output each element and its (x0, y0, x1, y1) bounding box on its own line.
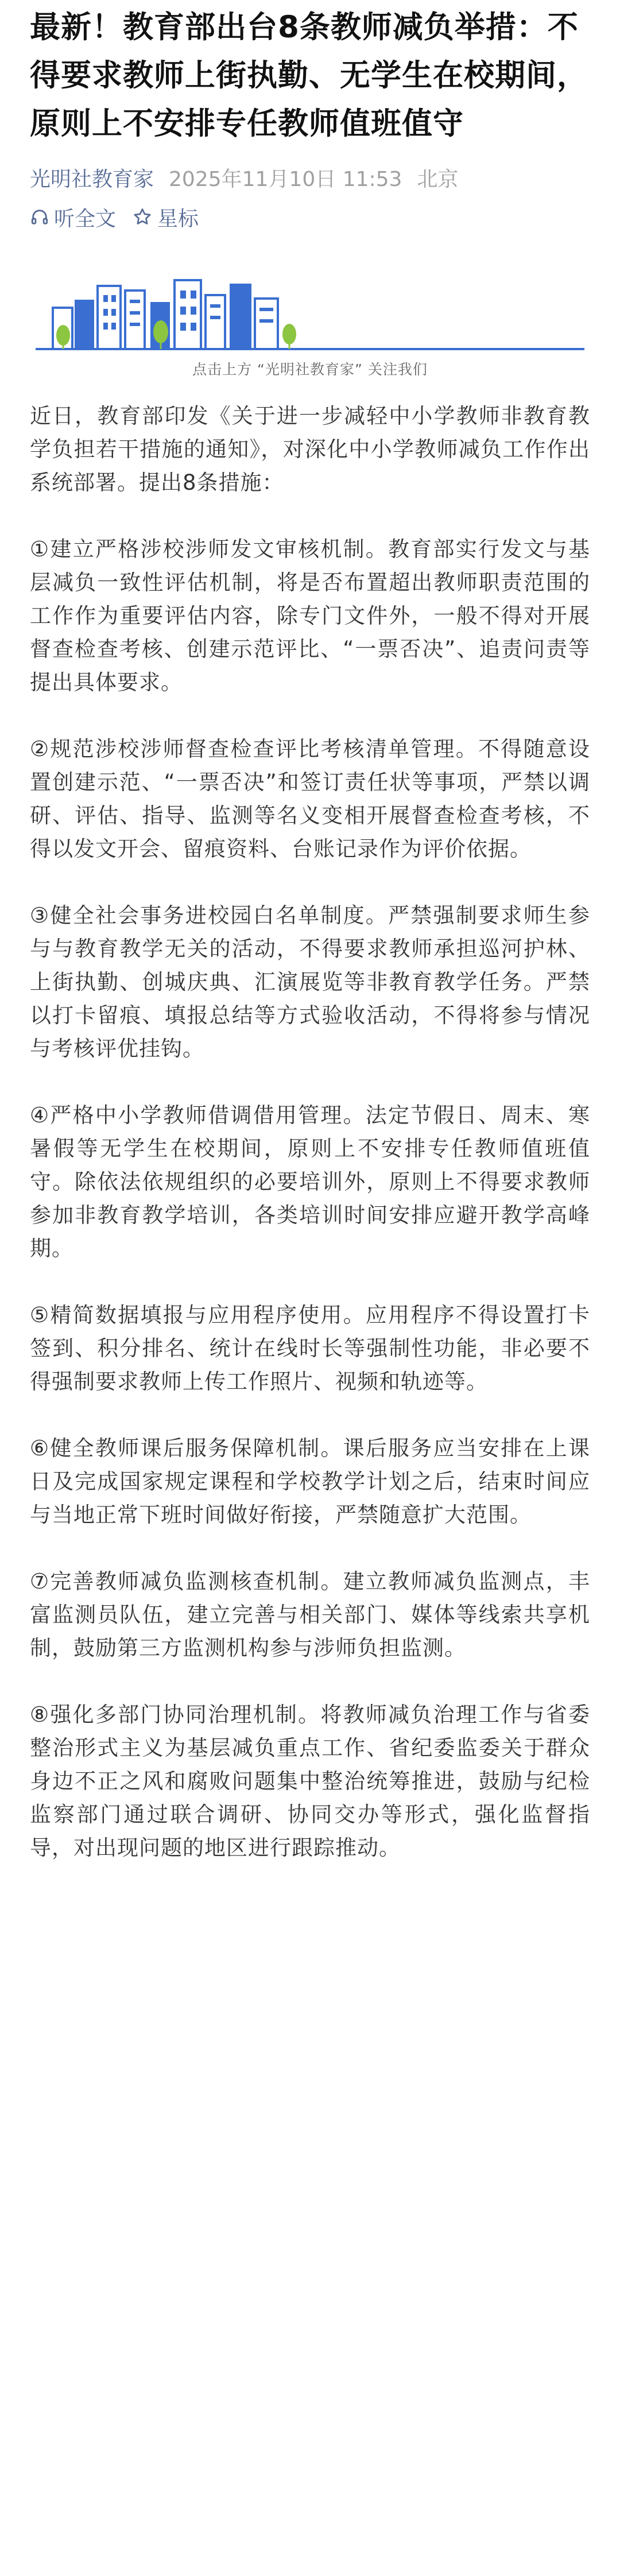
banner-caption: 点击上方 “光明社教育家” 关注我们 (192, 361, 428, 378)
intro-paragraph: 近日，教育部印发《关于进一步减轻中小学教师非教育教学负担若干措施的通知》，对深化中小学教师减负工作作出系统部署。提出8条措施： (30, 404, 590, 495)
follow-banner[interactable] (30, 263, 590, 378)
city-skyline-illustration (30, 263, 590, 355)
measure-paragraph-5: ⑤精简数据填报与应用程序使用。应用程序不得设置打卡签到、积分排名、统计在线时长等强制性功能，非必要不得强制要求教师上传工作照片、视频和轨迹等。 (30, 1303, 590, 1394)
measure-paragraph-2: ②规范涉校涉师督查检查评比考核清单管理。不得随意设置创建示范、“一票否决”和签订责任状等事项，严禁以调研、评估、指导、监测等名义变相开展督查检查考核，不得以发文开会、留痕资料、台账记录作为评价依据。 (30, 737, 590, 861)
publish-date: 2025年11月10日 11:53 (169, 167, 402, 191)
headphones-icon (30, 207, 49, 227)
article-title: 最新！教育部出台8条教师减负举措：不得要求教师上街执勤、无学生在校期间，原则上不安排专任教师值班值守 (30, 10, 588, 141)
measure-paragraph-7: ⑦完善教师减负监测核查机制。建立教师减负监测点，丰富监测员队伍，建立完善与相关部门、媒体等线索共享机制，鼓励第三方监测机构参与涉师负担监测。 (30, 1569, 590, 1660)
measure-paragraph-8: ⑧强化多部门协同治理机制。将教师减负治理工作与省委整治形式主义为基层减负重点工作、省纪委监委关于群众身边不正之风和腐败问题集中整治统筹推进，鼓励与纪检监察部门通过联合调研、协同交办等形式，强化监督指导，对出现问题的地区进行跟踪推动。 (30, 1702, 590, 1860)
star-button[interactable] (132, 203, 199, 232)
measure-paragraph-1: ①建立严格涉校涉师发文审核机制。教育部实行发文与基层减负一致性评估机制，将是否布置超出教师职责范围的工作作为重要评估内容，除专门文件外，一般不得对开展督查检查考核、创建示范评比、“一票否决”、追责问责等提出具体要求。 (30, 537, 590, 695)
article-actions (30, 201, 590, 233)
publish-location: 北京 (417, 167, 459, 191)
article-body (30, 400, 590, 1865)
star-outline-icon (132, 207, 153, 227)
listen-label: 听全文 (54, 207, 117, 231)
measure-paragraph-6: ⑥健全教师课后服务保障机制。课后服务应当安排在上课日及完成国家规定课程和学校教学计划之后，结束时间应与当地正常下班时间做好衔接，严禁随意扩大范围。 (30, 1436, 590, 1527)
star-label: 星标 (157, 207, 199, 231)
account-name-link[interactable]: 光明社教育家 (30, 167, 154, 191)
article-meta (30, 163, 590, 192)
measure-paragraph-4: ④严格中小学教师借调借用管理。法定节假日、周末、寒暑假等无学生在校期间，原则上不安排专任教师值班值守。除依法依规组织的必要培训外，原则上不得要求教师参加非教育教学培训，各类培训时间安排应避开教学高峰期。 (30, 1103, 590, 1261)
measure-paragraph-3: ③健全社会事务进校园白名单制度。严禁强制要求师生参与与教育教学无关的活动，不得要求教师承担巡河护林、上街执勤、创城庆典、汇演展览等非教育教学任务。严禁以打卡留痕、填报总结等方式验收活动，不得将参与情况与考核评优挂钩。 (30, 903, 590, 1061)
listen-button[interactable] (30, 203, 116, 232)
